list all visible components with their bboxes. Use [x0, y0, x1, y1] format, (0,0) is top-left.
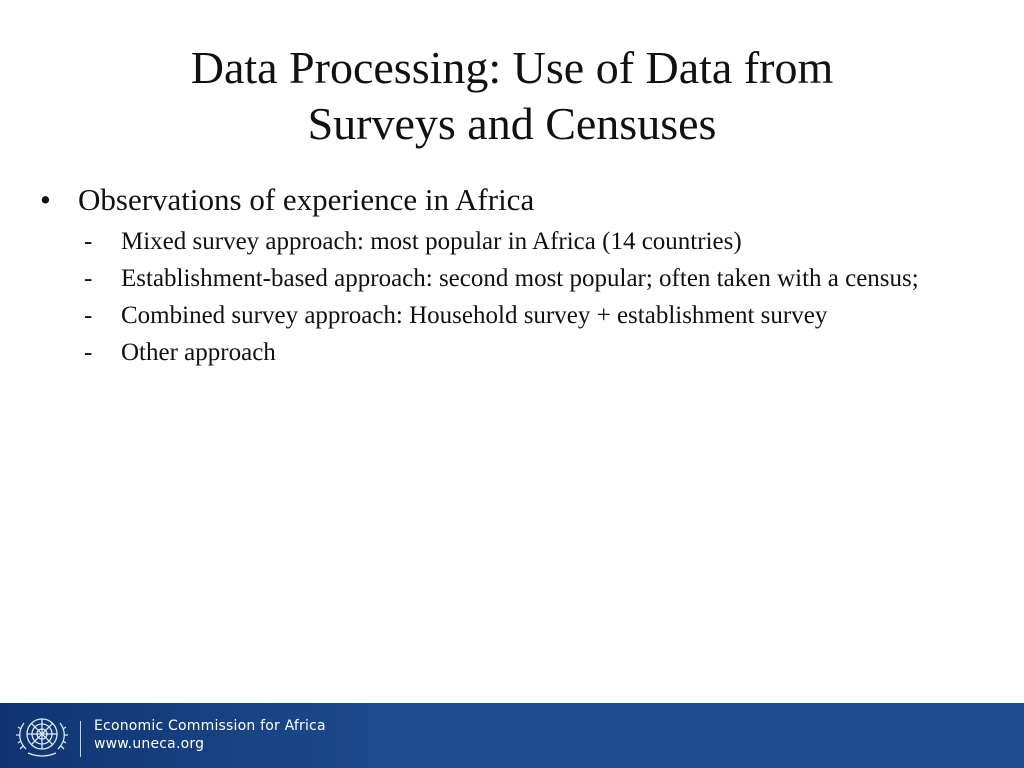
dash-marker: - — [84, 302, 93, 329]
sub-point-text: Establishment-based approach: second most popular; often taken with a census; — [121, 265, 919, 292]
sub-point — [40, 337, 1000, 368]
dash-marker: - — [84, 339, 93, 366]
slide-body — [40, 180, 1000, 368]
sub-point-text: Combined survey approach: Household survey + establishment survey — [121, 302, 828, 329]
sub-point — [40, 263, 1000, 294]
dash-marker: - — [84, 228, 93, 255]
slide-title — [0, 40, 1024, 152]
title-line-2: Surveys and Censuses — [307, 98, 717, 149]
sub-point — [40, 226, 1000, 257]
bullet-marker: • — [40, 182, 51, 217]
footer-bar — [0, 703, 1024, 768]
main-bullet-text: Observations of experience in Africa — [78, 182, 535, 217]
footer-divider — [80, 721, 81, 757]
dash-marker: - — [84, 265, 93, 292]
main-bullet-point — [40, 180, 1000, 220]
sub-point-text: Mixed survey approach: most popular in Africa (14 countries) — [121, 228, 742, 255]
sub-point — [40, 300, 1000, 331]
title-line-1: Data Processing: Use of Data from — [190, 42, 834, 93]
organization-url[interactable]: www.uneca.org — [94, 736, 205, 752]
un-emblem-icon — [14, 709, 70, 761]
sub-point-list — [40, 226, 1000, 368]
organization-name: Economic Commission for Africa — [94, 718, 326, 734]
sub-point-text: Other approach — [121, 339, 276, 366]
